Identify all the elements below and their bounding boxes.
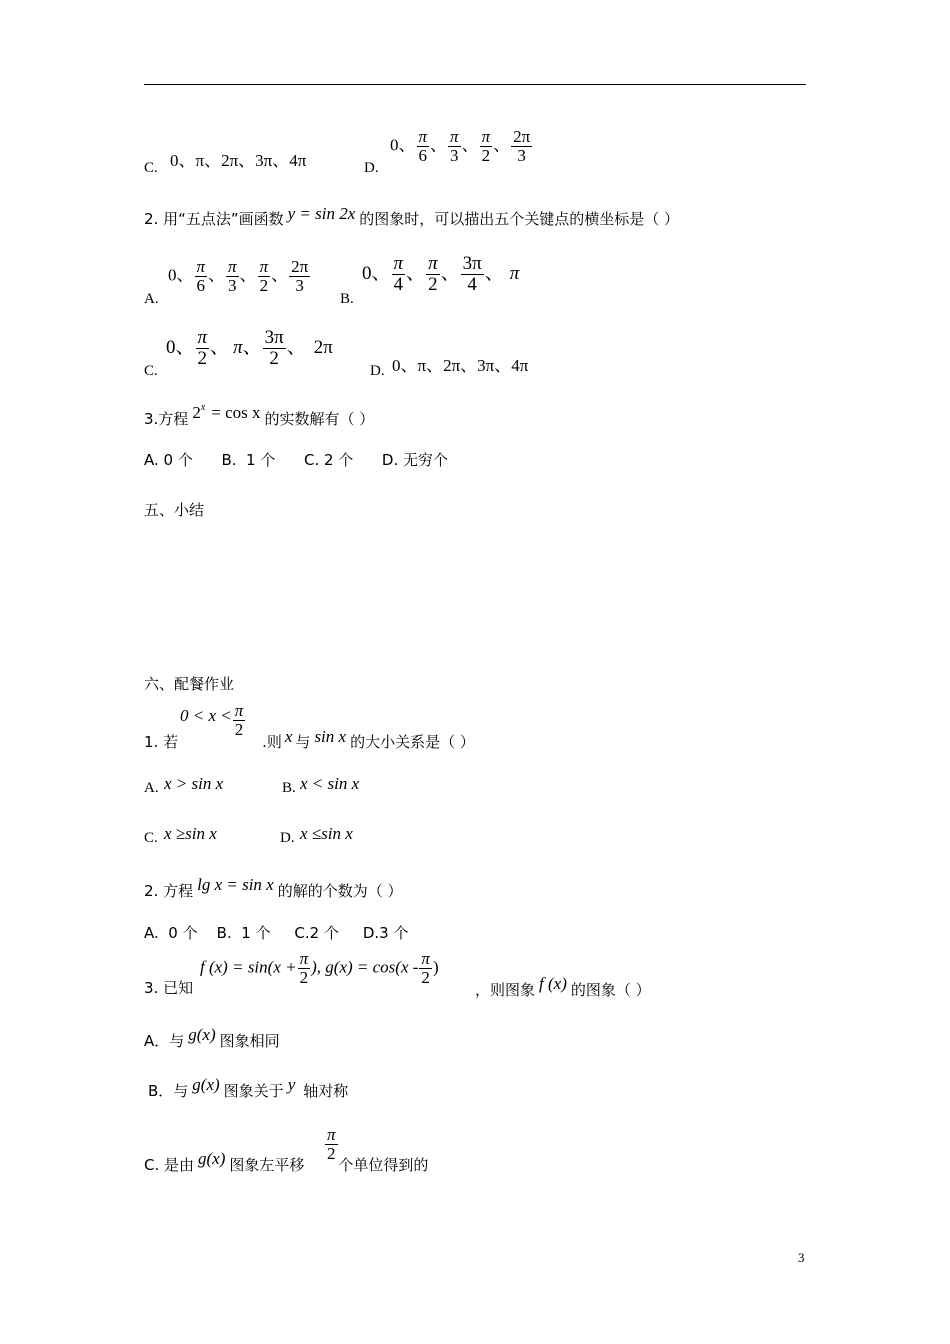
hw1-option-a-expr: x > sin x bbox=[164, 774, 224, 793]
fraction bbox=[195, 258, 208, 295]
fraction bbox=[263, 328, 286, 369]
math-text: π bbox=[509, 262, 520, 284]
math-text: 、 bbox=[440, 262, 460, 284]
math-text: 、 bbox=[208, 265, 226, 285]
fraction bbox=[448, 128, 461, 165]
fraction-numerator: π bbox=[418, 127, 428, 146]
q2-option-a-label: A. bbox=[144, 291, 159, 307]
math-text: 的解的个数为（ ） bbox=[277, 882, 403, 900]
q2-option-d-label: D. bbox=[370, 363, 385, 379]
math-text: 0 bbox=[166, 336, 176, 358]
math-text: 轴对称 bbox=[303, 1082, 349, 1100]
math-text: ), g(x) = cos(x - bbox=[311, 957, 419, 977]
hw3-question-prefix: 3. 已知 bbox=[144, 979, 194, 997]
math-text: 图象关于 bbox=[223, 1082, 284, 1100]
hw1-option-a-label: A. bbox=[144, 780, 159, 796]
fraction-denominator: 3 bbox=[228, 275, 237, 295]
fraction-denominator: 2 bbox=[299, 967, 309, 987]
section-summary-heading: 五、小结 bbox=[144, 501, 205, 519]
header-rule bbox=[144, 84, 806, 85]
fraction bbox=[226, 258, 239, 295]
math-text: C. 是由 bbox=[144, 1156, 195, 1174]
fraction-denominator: 2 bbox=[259, 275, 269, 295]
fraction-numerator: π bbox=[234, 701, 244, 720]
option-d-values bbox=[390, 128, 533, 165]
math-text: 、 bbox=[493, 135, 511, 155]
fraction-denominator: 3 bbox=[450, 145, 459, 165]
fraction bbox=[417, 128, 430, 165]
fraction bbox=[426, 254, 440, 295]
hw3-option-b bbox=[148, 1075, 349, 1100]
fraction-denominator: 2 bbox=[481, 145, 491, 165]
option-d-label: D. bbox=[364, 160, 379, 176]
fraction bbox=[289, 258, 310, 295]
math-text: 0 bbox=[390, 135, 399, 155]
math-text: 、 bbox=[406, 262, 426, 284]
math-text: 、 bbox=[239, 265, 257, 285]
fraction-denominator: 6 bbox=[196, 275, 206, 295]
fraction-numerator: 2π bbox=[291, 257, 309, 276]
section-homework-heading: 六、配餐作业 bbox=[144, 675, 235, 693]
fraction bbox=[461, 254, 484, 295]
q2-option-c-values bbox=[166, 328, 333, 369]
fraction-numerator: π bbox=[196, 257, 206, 276]
fraction-numerator: 3π bbox=[462, 253, 482, 274]
fraction bbox=[511, 128, 532, 165]
hw2-options: A. 0 个 B. 1 个 C.2 个 D.3 个 bbox=[144, 924, 409, 942]
hw1-option-d-expr: x ≤sin x bbox=[300, 824, 353, 843]
question-2 bbox=[144, 204, 680, 228]
math-text: 3.方程 bbox=[144, 410, 189, 428]
math-text: g(x) bbox=[188, 1025, 216, 1044]
fraction bbox=[392, 254, 406, 295]
fraction-numerator: π bbox=[481, 127, 491, 146]
fraction-denominator: 2 bbox=[327, 1143, 336, 1163]
math-text: 、 bbox=[286, 336, 306, 358]
q2-option-d-values: 0、π、2π、3π、4π bbox=[392, 356, 529, 375]
math-text: 的图象时，可以描出五个关键点的横坐标是（ ） bbox=[359, 210, 680, 228]
fraction-numerator: π bbox=[428, 253, 438, 274]
math-text: g(x) bbox=[198, 1149, 226, 1168]
hw1-option-c-label: C. bbox=[144, 830, 158, 846]
fraction bbox=[196, 328, 210, 369]
math-text: 、 bbox=[271, 265, 289, 285]
hw3-option-c bbox=[144, 1149, 429, 1174]
math-text: .则 bbox=[262, 733, 282, 751]
fraction-numerator: π bbox=[299, 949, 309, 968]
fraction bbox=[258, 258, 271, 295]
fraction bbox=[480, 128, 493, 165]
hw1-question bbox=[144, 727, 475, 751]
fraction-numerator: π bbox=[450, 127, 459, 146]
q2-option-c-label: C. bbox=[144, 363, 158, 379]
q2-option-b-values bbox=[362, 254, 519, 295]
fraction bbox=[419, 950, 432, 987]
math-text: 、 bbox=[175, 336, 195, 358]
fraction-denominator: 3 bbox=[295, 275, 304, 295]
math-text: 、 bbox=[398, 135, 416, 155]
question-3 bbox=[144, 402, 375, 428]
math-text: 0 bbox=[362, 262, 372, 284]
fraction-denominator: 2 bbox=[421, 967, 430, 987]
hw1-option-d-label: D. bbox=[280, 830, 295, 846]
math-text: 、 bbox=[242, 336, 262, 358]
math-text: 2 bbox=[192, 403, 201, 422]
math-text: y bbox=[287, 1075, 296, 1094]
math-text: 、 bbox=[430, 135, 448, 155]
math-text: ) bbox=[432, 957, 439, 977]
math-text: = cos x bbox=[211, 403, 261, 422]
q2-option-a-values bbox=[168, 258, 311, 295]
question-3-options: A. 0 个 B. 1 个 C. 2 个 D. 无穷个 bbox=[144, 451, 448, 469]
math-text: 图象相同 bbox=[219, 1032, 280, 1050]
fraction-numerator: 2π bbox=[513, 127, 531, 146]
fraction-numerator: π bbox=[259, 257, 269, 276]
math-text: 2π bbox=[313, 336, 333, 358]
math-text: f (x) = sin(x + bbox=[200, 957, 297, 977]
fraction-denominator: 6 bbox=[418, 145, 428, 165]
math-text: sin x bbox=[314, 727, 347, 746]
hw3-functions bbox=[200, 950, 439, 987]
fraction-denominator: 2 bbox=[197, 347, 208, 369]
math-text: x bbox=[200, 402, 206, 413]
fraction-numerator: π bbox=[421, 949, 430, 968]
page-number: 3 bbox=[798, 1250, 805, 1265]
hw3-question-suffix bbox=[475, 974, 651, 999]
math-text: ，则图象 bbox=[475, 981, 536, 999]
fraction-numerator: π bbox=[197, 327, 208, 348]
hw2-question bbox=[144, 875, 403, 900]
math-text: 0 < x < bbox=[180, 705, 232, 725]
math-text: 、 bbox=[176, 265, 194, 285]
math-text: π bbox=[233, 336, 243, 358]
hw1-option-b-label: B. bbox=[282, 780, 296, 796]
hw3-option-a bbox=[144, 1025, 280, 1050]
math-text: 、 bbox=[461, 135, 479, 155]
math-text: 与 bbox=[295, 733, 311, 751]
q2-option-b-label: B. bbox=[340, 291, 354, 307]
fraction-numerator: π bbox=[228, 257, 237, 276]
math-text: 图象左平移 bbox=[229, 1156, 305, 1174]
fraction-numerator: 3π bbox=[264, 327, 284, 348]
math-text: 的大小关系是（ ） bbox=[350, 733, 475, 751]
fraction-denominator: 2 bbox=[234, 719, 244, 739]
math-text: 个单位得到的 bbox=[338, 1156, 429, 1174]
math-text: x bbox=[284, 727, 293, 746]
math-text: y = sin 2x bbox=[287, 204, 356, 223]
math-text: 的实数解有（ ） bbox=[264, 410, 375, 428]
math-text: 2. 用“五点法”画函数 bbox=[144, 210, 284, 228]
fraction-denominator: 2 bbox=[428, 273, 438, 295]
math-text: 1. 若 bbox=[144, 733, 179, 751]
math-text: 0 bbox=[168, 265, 177, 285]
hw1-option-b-expr: x < sin x bbox=[300, 774, 360, 793]
fraction-denominator: 2 bbox=[269, 347, 279, 369]
math-text: 的图象（ ） bbox=[570, 981, 651, 999]
math-text: A．与 bbox=[144, 1032, 185, 1050]
fraction-denominator: 4 bbox=[393, 273, 404, 295]
option-c-values: 0、π、2π、3π、4π bbox=[170, 151, 307, 170]
hw1-option-c-expr: x ≥sin x bbox=[164, 824, 217, 843]
fraction bbox=[298, 950, 311, 987]
math-text: 、 bbox=[371, 262, 391, 284]
fraction-denominator: 4 bbox=[467, 273, 477, 295]
math-text: B．与 bbox=[148, 1082, 189, 1100]
math-text: 、 bbox=[484, 262, 504, 284]
math-text: g(x) bbox=[192, 1075, 220, 1094]
math-text: 2. 方程 bbox=[144, 882, 194, 900]
fraction-numerator: π bbox=[327, 1125, 336, 1144]
fraction-denominator: 3 bbox=[517, 145, 526, 165]
option-c-label: C. bbox=[144, 160, 158, 176]
math-text: lg x = sin x bbox=[197, 875, 274, 894]
math-text: f (x) bbox=[539, 974, 567, 993]
math-text: 、 bbox=[210, 336, 230, 358]
fraction-numerator: π bbox=[393, 253, 404, 274]
